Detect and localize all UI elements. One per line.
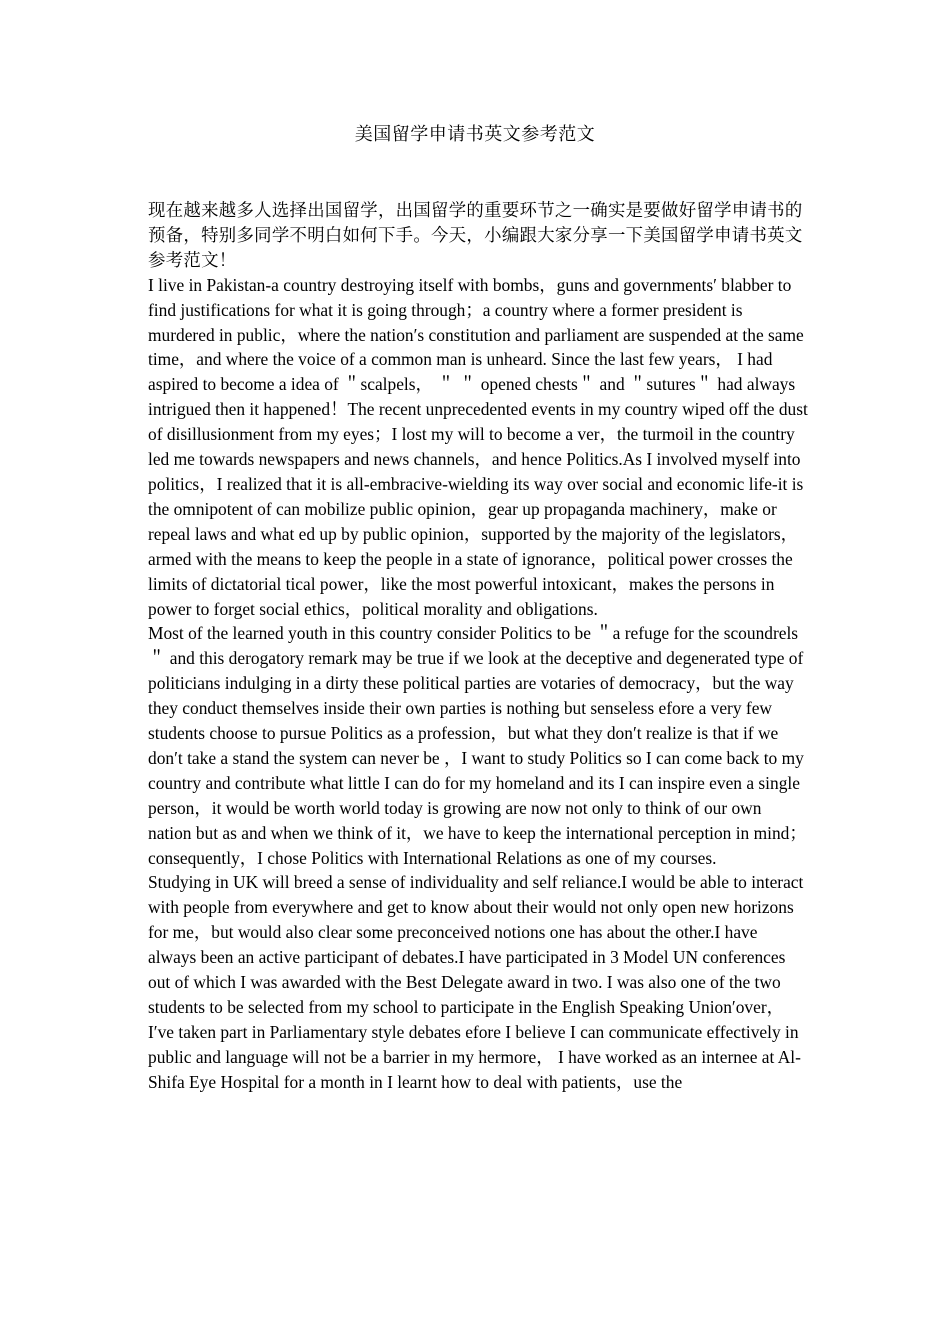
document-title: 美国留学申请书英文参考范文 (354, 124, 596, 144)
document-body (148, 198, 808, 1095)
intro-paragraph: 现在越来越多人选择出国留学，出国留学的重要环节之一确实是要做好留学申请书的预备，特别多同学不明白如何下手。今天，小编跟大家分享一下美国留学申请书英文参考范文！ (148, 200, 803, 270)
body-paragraph: Studying in UK will breed a sense of individuality and self reliance.I would be able to interact with people from everywhere and get to know about their would not only open new horizons for me，but would also clear some preconceived notions one has about the other.I have always been an active participant of debates.I have participated in 3 Model UN conferences out of which I was awarded with the Best Delegate award in two. I was also one of the two students to be selected from my school to participate in the English Speaking Union′over， I′ve taken part in Parliamentary style debates efore I believe I can communicate effectively in public and language will not be a barrier in my hermore， I have worked as an internee at Al-Shifa Eye Hospital for a month in I learnt how to deal with patients，use the (148, 872, 804, 1092)
body-paragraph: Most of the learned youth in this country consider Politics to be ＂a refuge for the scoundrels＂ and this derogatory remark may be true if we look at the deceptive and degenerated type of politicians indulging in a dirty these political parties are votaries of democracy，but the way they conduct themselves inside their own parties is nothing but senseless efore a very few students choose to pursue Politics as a profession，but what they don′t realize is that if we don′t take a stand the system can never be ，I want to study Politics so I can come back to my country and contribute what little I can do for my homeland and its I can inspire even a single person，it would be worth world today is growing are now not only to think of our own nation but as and when we think of it，we have to keep the international perception in mind；consequently，I chose Politics with International Relations as one of my courses. (148, 623, 807, 868)
body-paragraph: I live in Pakistan-a country destroying itself with bombs，guns and governments′ blabber to find justifications for what it is going through；a country where a former president is murdered in public，where the nation′s constitution and parliament are suspended at the same time，and where the voice of a common man is unheard. Since the last few years， I had aspired to become a idea of ＂scalpels， ＂ ＂ opened chests＂ and ＂sutures＂ had always intrigued then it happened！The recent unprecedented events in my country wiped off the dust of disillusionment from my eyes；I lost my will to become a ver，the turmoil in the country led me towards newspapers and news channels，and hence Politics.As I involved myself into politics，I realized that it is all-embracive-wielding its way over social and economic life-it is the omnipotent of can mobilize public opinion，gear up propaganda machinery，make or repeal laws and what ed up by public opinion，supported by the majority of the legislators，armed with the means to keep the people in a state of ignorance，political power crosses the limits of dictatorial tical power，like the most powerful intoxicant，makes the persons in power to forget social ethics，political morality and obligations. (148, 274, 808, 619)
